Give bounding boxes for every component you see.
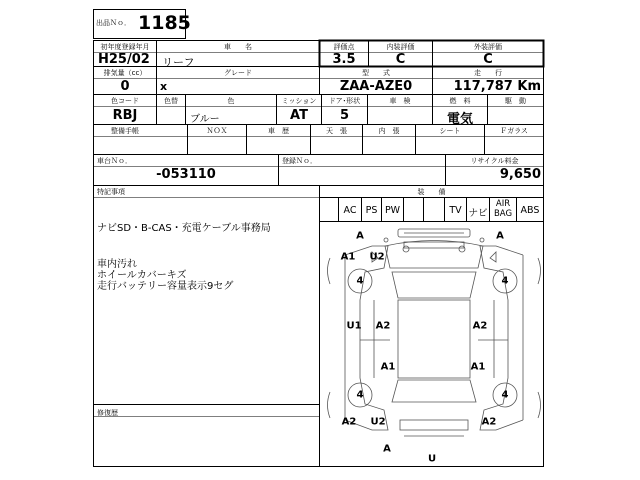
history-header: 車 歴: [268, 127, 289, 135]
fuel-header: 燃 料: [449, 97, 471, 105]
recycle-value: 9,650: [499, 167, 541, 182]
equip-abs: ABS: [520, 205, 540, 216]
equipment-header: 装 備: [417, 188, 446, 196]
exterior-value: C: [483, 52, 493, 67]
displacement-header: 排気量（cc）: [103, 69, 147, 77]
color-code-header: 色コード: [111, 97, 139, 105]
damage-mark: A: [356, 230, 364, 242]
mission-header: ミッション: [281, 97, 317, 105]
damage-mark: 4: [501, 389, 509, 401]
notes-header: 特記事項: [97, 188, 125, 196]
color-header: 色: [227, 97, 235, 105]
reg-no-header: 登録Ｎｏ．: [282, 157, 317, 165]
score-value: 3.5: [332, 52, 356, 67]
color-change-header: 色替: [164, 97, 178, 105]
displacement-value: 0: [120, 79, 130, 94]
car-diagram: [328, 229, 541, 436]
model-value: ZAA-AZE0: [339, 79, 413, 94]
car-name-value: リーフ: [162, 56, 195, 69]
damage-mark: A1: [470, 361, 486, 373]
remark-line: 車内汚れ: [97, 259, 137, 270]
glass-header: Ｆガラス: [500, 127, 528, 135]
equip-ps: PS: [365, 205, 378, 216]
doors-header: ドア･形状: [328, 97, 361, 105]
car-name-header: 車 名: [224, 43, 252, 51]
seat-header: シート: [439, 127, 461, 135]
equip-airbag: AIR BAG: [493, 199, 513, 219]
color-code-value: RBJ: [112, 108, 138, 123]
model-header: 型 式: [362, 69, 390, 77]
damage-mark: A2: [472, 320, 488, 332]
repair-header: 修復歴: [97, 409, 118, 417]
damage-mark: A1: [340, 251, 356, 263]
sunroof-header: 天 張: [326, 127, 347, 135]
equip-ac: AC: [343, 205, 357, 216]
notes-text: ナビSD・B-CAS・充電ケーブル事務局: [97, 223, 271, 234]
interior-header: 内装評価: [386, 43, 415, 51]
damage-mark: A2: [375, 320, 391, 332]
grade-header: グレード: [224, 69, 252, 77]
lot-label: 出品Ｎｏ．: [96, 19, 131, 27]
mileage-header: 走 行: [474, 69, 502, 77]
damage-mark: 4: [356, 275, 364, 287]
damage-mark: A1: [380, 361, 396, 373]
damage-mark: 4: [356, 389, 364, 401]
year-value: H25/02: [98, 52, 150, 67]
color-value: ブルー: [190, 114, 220, 125]
mission-value: AT: [290, 108, 308, 123]
lot-number: 1185: [138, 12, 191, 34]
equip-navi: ナビ: [468, 208, 488, 219]
fuel-value: 電気: [446, 112, 473, 127]
damage-mark: U1: [346, 320, 362, 332]
equip-pw: PW: [384, 205, 401, 216]
remark-line: 走行バッテリー容量表示9セグ: [97, 281, 234, 292]
doors-value: 5: [339, 108, 350, 123]
remark-line: ホイールカバーキズ: [97, 270, 187, 281]
year-header: 初年度登録年月: [100, 43, 150, 51]
nox-header: ＮＯＸ: [206, 127, 228, 135]
mileage-value: 117,787 Km: [453, 79, 541, 94]
interior-trim-header: 内 張: [378, 127, 400, 135]
damage-mark: 4: [501, 275, 509, 287]
exterior-header: 外装評価: [474, 43, 502, 51]
interior-value: C: [395, 52, 406, 67]
damage-mark: A2: [341, 416, 357, 428]
chassis-value: -053110: [156, 167, 216, 182]
damage-mark: U2: [369, 251, 385, 263]
damage-mark: U: [427, 453, 437, 465]
inspection-header: 車 検: [389, 97, 411, 105]
equip-tv: TV: [449, 205, 462, 216]
damage-mark: U2: [370, 416, 386, 428]
score-header: 評価点: [333, 43, 355, 51]
damage-mark: A: [496, 230, 504, 242]
damage-mark: A: [383, 443, 391, 455]
maintenance-header: 整備手帳: [111, 127, 139, 135]
drive-header: 駆 動: [505, 97, 526, 105]
recycle-header: リサイクル料金: [470, 157, 519, 165]
damage-mark: A2: [481, 416, 497, 428]
chassis-header: 車台Ｎｏ．: [97, 157, 132, 165]
grade-value: x: [160, 80, 168, 93]
